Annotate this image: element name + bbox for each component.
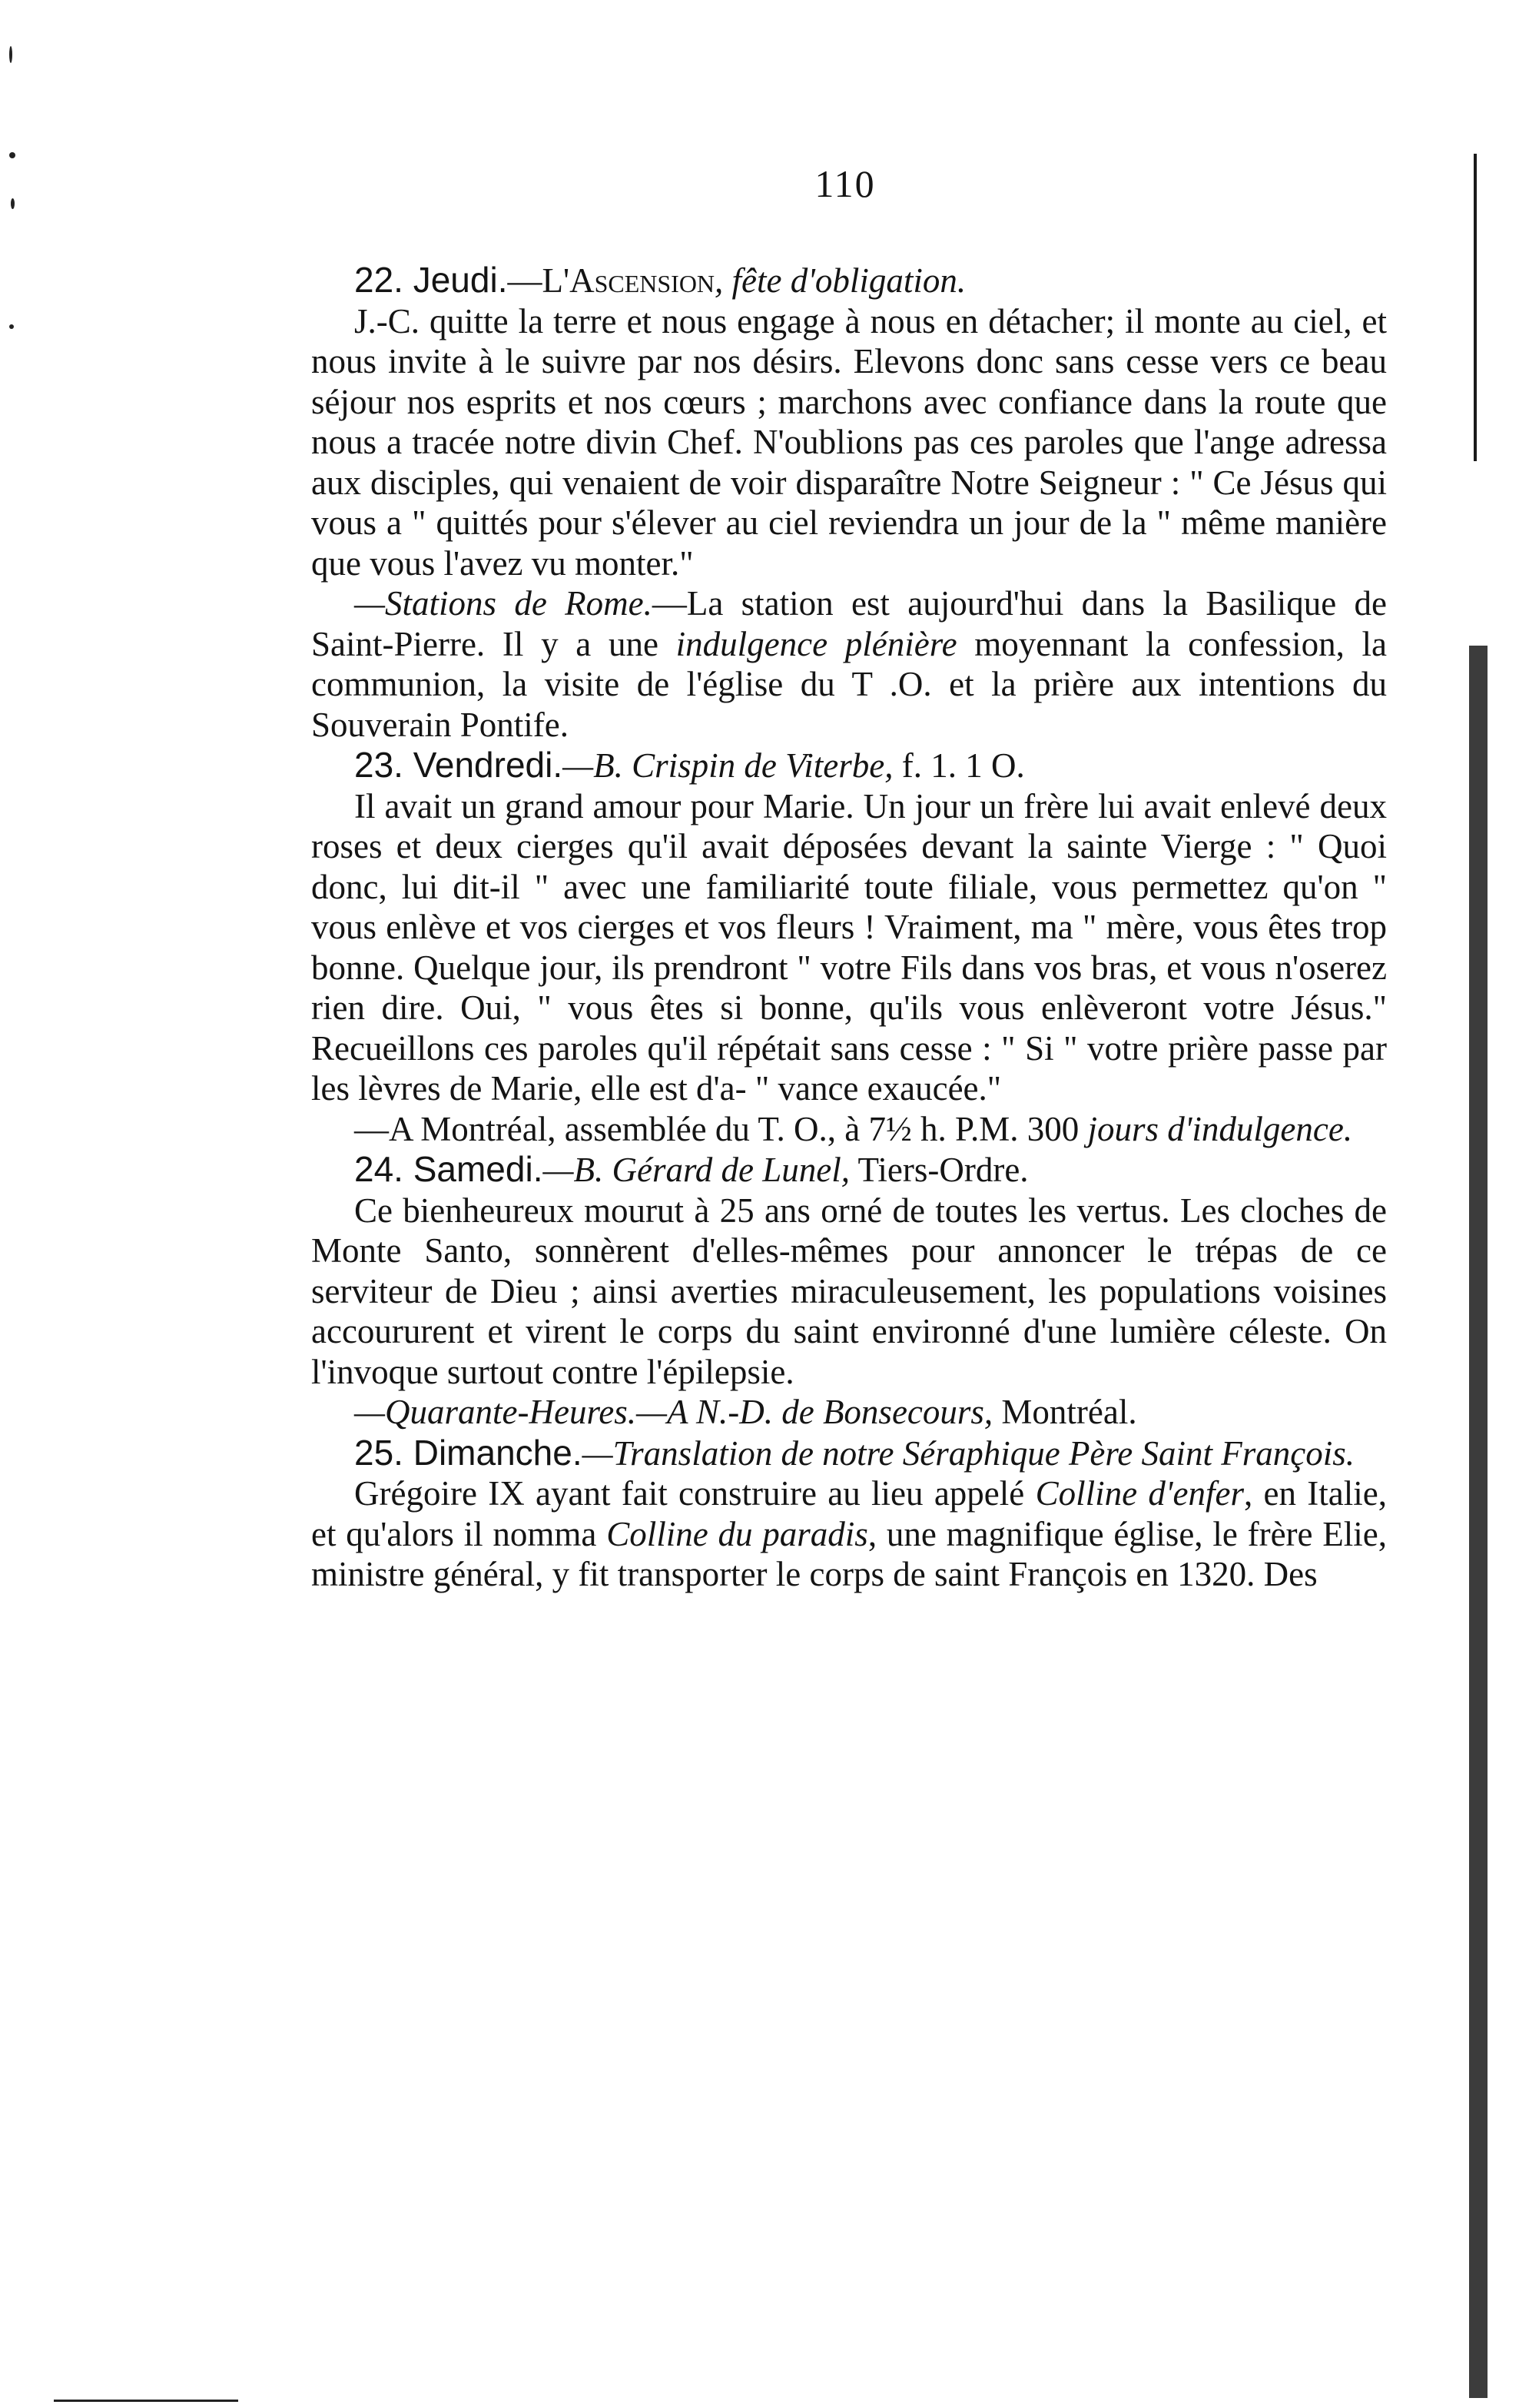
scan-edge-shadow [1469, 646, 1488, 2398]
entry-23-montreal: —A Montréal, assemblée du T. O., à 7½ h. P.M. 300 jours d'indulgence. [354, 1109, 1353, 1148]
entry-22-text: J.-C. quitte la terre et nous engage à nous en détacher; il monte au ciel, et nous invite à le suivre par nos désirs. Elevons donc sans cesse vers ce beau séjour nos esprits et nos cœurs ; marchons avec confiance dans la route que nous a tracée notre divin Chef. N'oublions pas ces paroles que l'ange adressa aux disciples, qui venaient de voir disparaître Notre Seigneur : " Ce Jésus qui vous a " quittés pour s'élever au ciel reviendra un jour de la " même manière que vous l'avez vu monter." [311, 301, 1387, 583]
feast-note: , fête d'obligation. [715, 261, 967, 300]
day-label: 25. Dimanche. [354, 1432, 582, 1473]
feast-name: —B. Crispin de Viterbe, [562, 746, 894, 785]
entry-25-heading [311, 1433, 1387, 1474]
entry-23-heading [311, 745, 1387, 786]
entry-22-heading: 22. Jeudi.—L'Ascension, fête d'obligation. [354, 260, 967, 300]
entry-24-quarante-heures: —Quarante-Heures.—A N.-D. de Bonsecours, Montréal. [354, 1393, 1137, 1431]
day-label: 24. Samedi. [354, 1149, 543, 1189]
indulgence-label: indulgence plénière [675, 624, 957, 663]
entry-24-text: Ce bienheureux mourut à 25 ans orné de toutes les vertus. Les cloches de Monte Santo, sonnèrent d'elles-mêmes pour annoncer le trépas de ce serviteur de Dieu ; ainsi averties miraculeusement, les populations voisines accoururent et virent le corps du saint environné d'une lumière céleste. On l'invoque surtout contre l'épilepsie. [311, 1191, 1387, 1391]
entry-25-text: Grégoire IX ayant fait construire au lieu appelé Colline d'enfer, en Italie, et qu'alors il nomma Colline du paradis, une magnifique église, le frère Elie, ministre général, y fit transporter le corps de saint François en 1320. Des [311, 1474, 1388, 1593]
entry-22-stations: —Stations de Rome.—La station est aujourd'hui dans la Basilique de Saint-Pierre. Il y a une indulgence plénière moyennant la confession, la communion, la visite de l'église du T .O. et la prière aux intentions du Souverain Pontife. [311, 584, 1388, 744]
feast-name: —Translation de notre Séraphique Père Saint François. [582, 1433, 1355, 1473]
day-label: 23. Vendredi. [354, 745, 563, 785]
scan-speck [9, 152, 15, 158]
entry-23-text: Il avait un grand amour pour Marie. Un jour un frère lui avait enlevé deux roses et deux cierges qu'il avait déposées devant la sainte Vierge : " Quoi donc, lui dit-il " avec une familiarité toute filiale, vous permettez qu'on " vous enlève et vos cierges et vos fleurs ! Vraiment, ma " mère, vous êtes trop bonne. Quelque jour, ils prendront " votre Fils dans vos bras, et vous n'oserez rien dire. Oui, " vous êtes si bonne, qu'ils vous enlèveront votre Jésus." Recueillons ces paroles qu'il répétait sans cesse : " Si " votre prière passe par les lèvres de Marie, elle est d'a- " vance exaucée." [311, 786, 1387, 1108]
day-label: 22. Jeudi. [354, 260, 508, 300]
calendar-text [311, 246, 1387, 1595]
feast-name: —B. Gérard de Lunel, [542, 1151, 851, 1189]
scan-bottom-rule [54, 2400, 238, 2402]
feast-name: L'Ascension [542, 261, 715, 300]
entry-24-heading [311, 1149, 1387, 1191]
stations-label: —Stations de Rome. [354, 584, 652, 623]
scan-speck [11, 198, 15, 209]
page-number: 110 [814, 162, 876, 205]
scan-margin-line [1474, 154, 1477, 461]
feast-note: f. 1. 1 O. [893, 746, 1025, 785]
scan-speck [9, 46, 12, 63]
feast-note: Tiers-Ordre. [850, 1151, 1029, 1189]
scan-speck [9, 324, 14, 329]
